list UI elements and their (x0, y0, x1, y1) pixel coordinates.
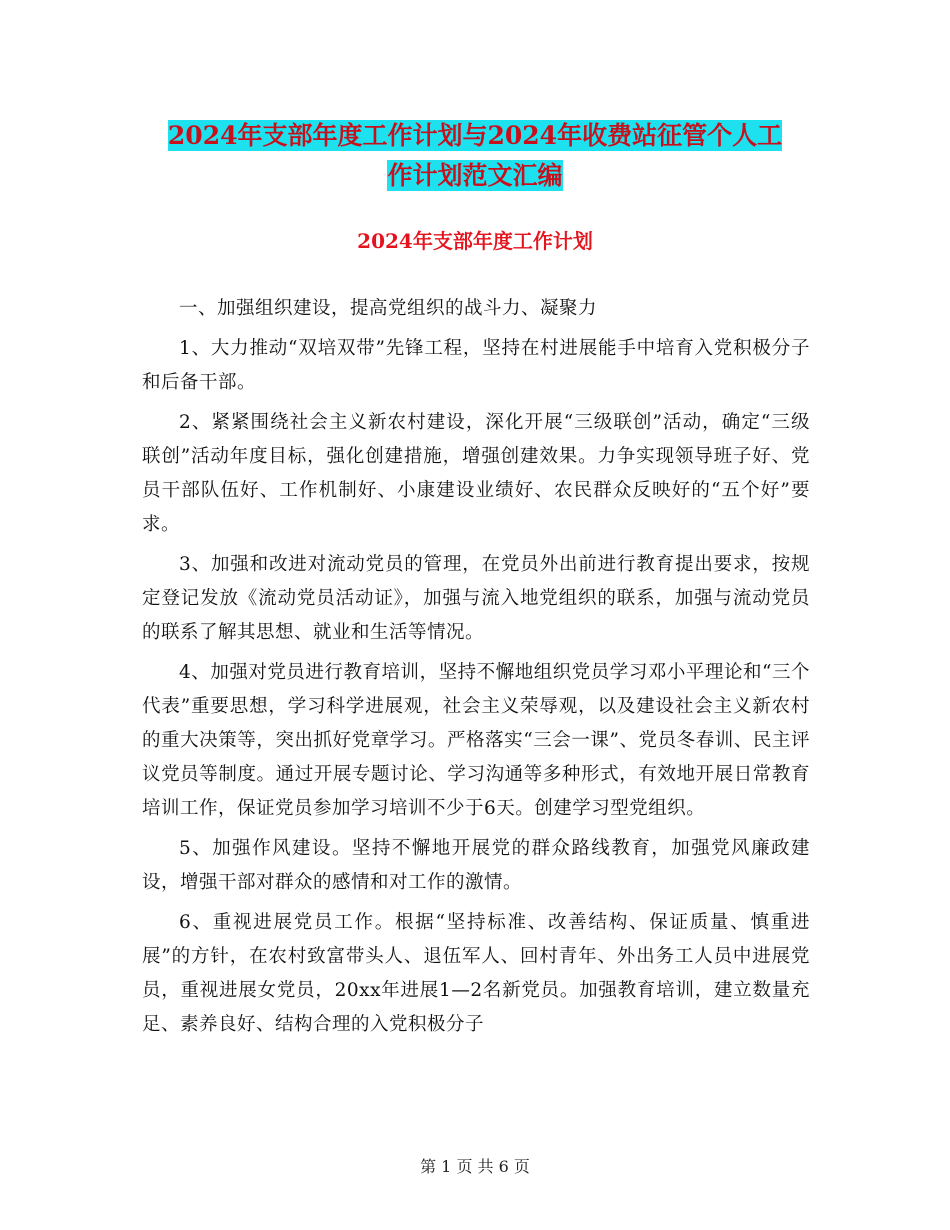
section-heading: 2024年支部年度工作计划 (357, 229, 593, 253)
paragraph: 4、加强对党员进行教育培训，坚持不懈地组织党员学习邓小平理论和“三个代表”重要思想，学习科学进展观，社会主义荣辱观，以及建设社会主义新农村的重大决策等，突出抓好党章学习。严格落实“三会一课”、党员冬春训、民主评议党员等制度。通过开展专题讨论、学习沟通等多种形式，有效地开展日常教育培训工作，保证党员参加学习培训不少于6天。创建学习型党组织。 (142, 662, 810, 819)
document-title-line-1-text: 2024年支部年度工作计划与2024年收费站征管个人工 (167, 121, 783, 150)
document-title-line-1 (0, 116, 950, 152)
paragraph-subheading: 一、加强组织建设，提高党组织的战斗力、凝聚力 (179, 298, 598, 319)
paragraph: 5、加强作风建设。坚持不懈地开展党的群众路线教育，加强党风廉政建设，增强干部对群众的感情和对工作的激情。 (142, 838, 810, 893)
paragraph: 2、紧紧围绕社会主义新农村建设，深化开展“三级联创”活动，确定“三级联创”活动年度目标，强化创建措施，增强创建效果。力争实现领导班子好、党员干部队伍好、工作机制好、小康建设业绩好、农民群众反映好的“五个好”要求。 (142, 412, 810, 535)
document-title-line-2-text: 作计划范文汇编 (387, 161, 563, 190)
page-footer: 第 1 页 共 6 页 (420, 1157, 530, 1176)
document-title-line-2 (0, 156, 950, 192)
paragraph: 6、重视进展党员工作。根据“坚持标准、改善结构、保证质量、慎重进展”的方针，在农村致富带头人、退伍军人、回村青年、外出务工人员中进展党员，重视进展女党员，20xx年进展1—2名新党员。加强教育培训，建立数量充足、素养良好、结构合理的入党积极分子 (142, 912, 810, 1035)
paragraph: 3、加强和改进对流动党员的管理，在党员外出前进行教育提出要求，按规定登记发放《流动党员活动证》，加强与流入地党组织的联系，加强与流动党员的联系了解其思想、就业和生活等情况。 (142, 554, 810, 643)
paragraph: 1、大力推动“双培双带”先锋工程，坚持在村进展能手中培育入党积极分子和后备干部。 (142, 338, 810, 393)
document-body (142, 292, 810, 1042)
